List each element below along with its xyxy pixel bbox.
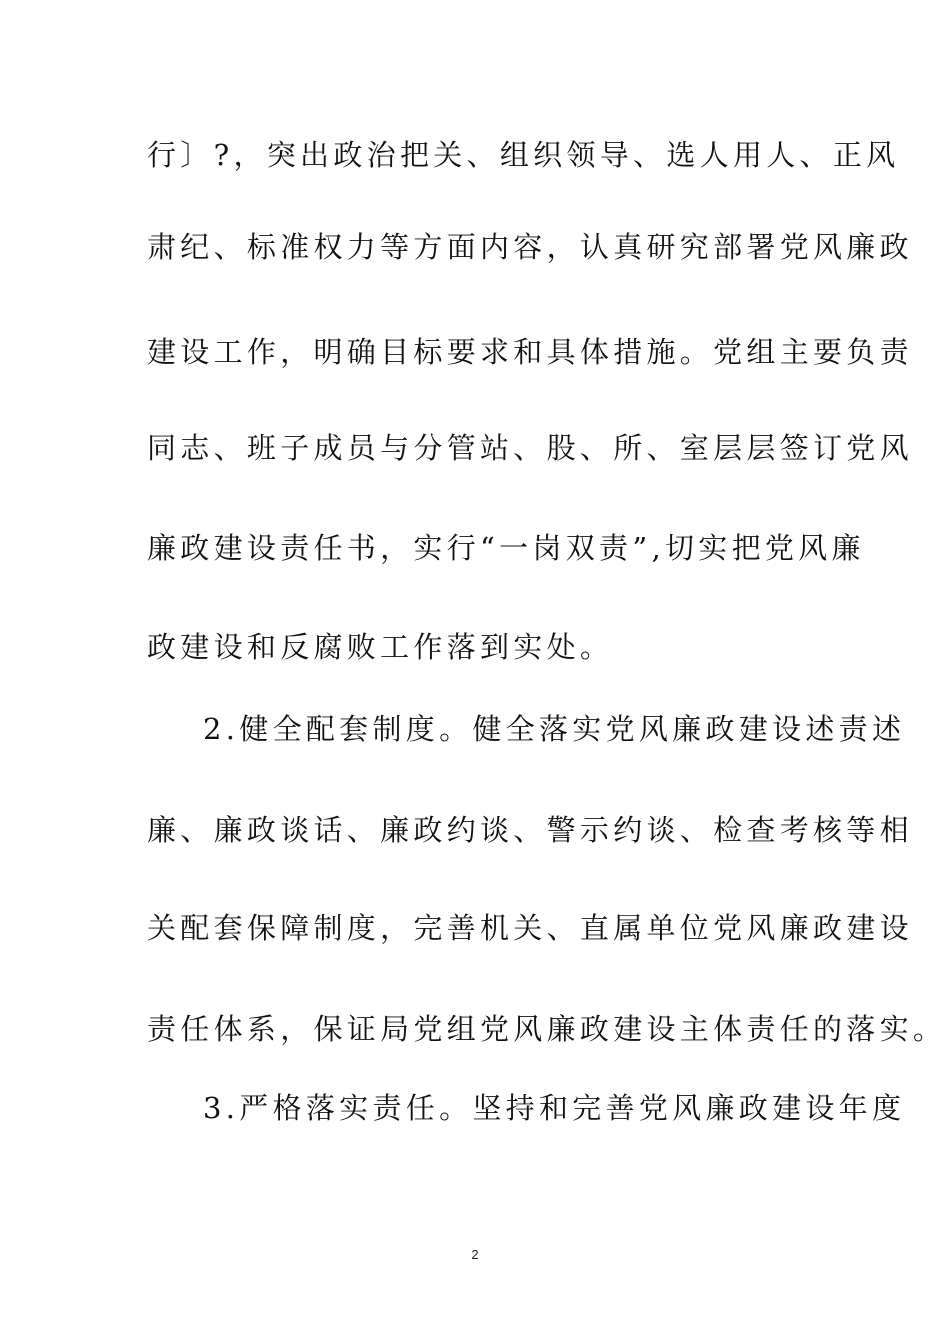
section-heading-line: 2.健全配套制度。健全落实党风廉政建设述责述 (203, 712, 906, 746)
paragraph-line: 行〕?，突出政治把关、组织领导、选人用人、正风 (147, 138, 900, 172)
paragraph-line: 建设工作，明确目标要求和具体措施。党组主要负责 (147, 335, 913, 369)
paragraph-line: 关配套保障制度，完善机关、直属单位党风廉政建设 (147, 911, 913, 945)
paragraph-line: 廉政建设责任书，实行“一岗双责”,切实把党风廉 (147, 531, 865, 565)
paragraph-line: 肃纪、标准权力等方面内容，认真研究部署党风廉政 (147, 230, 913, 264)
section-heading-line: 3.严格落实责任。坚持和完善党风廉政建设年度 (203, 1091, 906, 1125)
paragraph-line: 政建设和反腐败工作落到实处。 (147, 630, 614, 664)
paragraph-line: 同志、班子成员与分管站、股、所、室层层签订党风 (147, 431, 913, 465)
paragraph-line: 责任体系，保证局党组党风廉政建设主体责任的落实。 (147, 1012, 947, 1046)
paragraph-line: 廉、廉政谈话、廉政约谈、警示约谈、检查考核等相 (147, 813, 913, 847)
page-number: 2 (471, 1247, 479, 1262)
